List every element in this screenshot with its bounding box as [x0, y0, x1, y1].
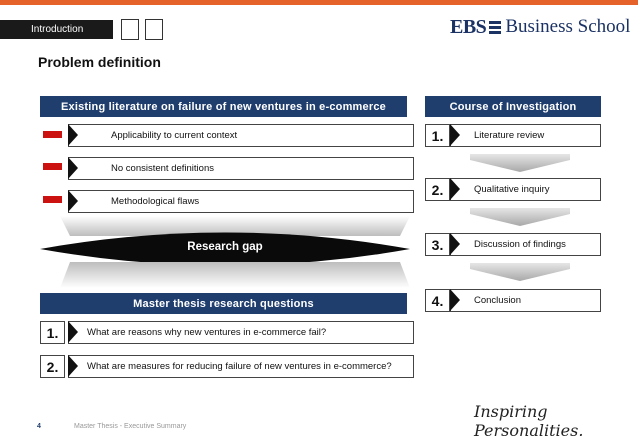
- slogan: Inspiring Personalities.: [474, 402, 584, 440]
- page-number: 4: [37, 423, 41, 430]
- logo-business-school-text: Business School: [505, 16, 631, 37]
- literature-item-label: Methodological flaws: [111, 196, 200, 207]
- step-label: Literature review: [474, 130, 545, 141]
- question-text: What are measures for reducing failure of new ventures in e-commerce?: [87, 361, 392, 372]
- arrow-icon: [68, 355, 78, 377]
- chevron-down-icon: [470, 154, 570, 172]
- investigation-step: [450, 233, 601, 256]
- arrow-icon: [68, 321, 78, 343]
- literature-item-label: No consistent definitions: [111, 163, 214, 174]
- question-item: [68, 355, 414, 378]
- step-number: 2.: [425, 178, 450, 201]
- literature-header: Existing literature on failure of new ventures in e-commerce: [40, 96, 407, 117]
- arrow-icon: [450, 289, 460, 311]
- question-text: What are reasons why new ventures in e-commerce fail?: [87, 327, 327, 338]
- step-label: Qualitative inquiry: [474, 184, 550, 195]
- page-title: Problem definition: [38, 54, 161, 70]
- funnel-bottom-shape: [60, 262, 410, 288]
- logo-ebs-text: EBS: [450, 15, 487, 38]
- step-number: 4.: [425, 289, 450, 312]
- step-label: Conclusion: [474, 295, 521, 306]
- investigation-step: [450, 289, 601, 312]
- arrow-icon: [450, 233, 460, 255]
- question-item: [68, 321, 414, 344]
- step-number: 1.: [425, 124, 450, 147]
- arrow-icon: [450, 178, 460, 200]
- research-gap-label: Research gap: [187, 241, 263, 253]
- step-number: 3.: [425, 233, 450, 256]
- arrow-icon: [450, 124, 460, 146]
- footer-text: Master Thesis - Executive Summary: [74, 423, 187, 430]
- question-number: 2.: [40, 355, 65, 378]
- tab-introduction[interactable]: Introduction: [0, 20, 113, 39]
- investigation-header: Course of Investigation: [425, 96, 601, 117]
- questions-header: Master thesis research questions: [40, 293, 407, 314]
- question-number: 1.: [40, 321, 65, 344]
- step-label: Discussion of findings: [474, 239, 566, 250]
- investigation-step: [450, 124, 601, 147]
- chevron-down-icon: [470, 208, 570, 226]
- literature-item-label: Applicability to current context: [111, 130, 238, 141]
- chevron-down-icon: [470, 263, 570, 281]
- investigation-step: [450, 178, 601, 201]
